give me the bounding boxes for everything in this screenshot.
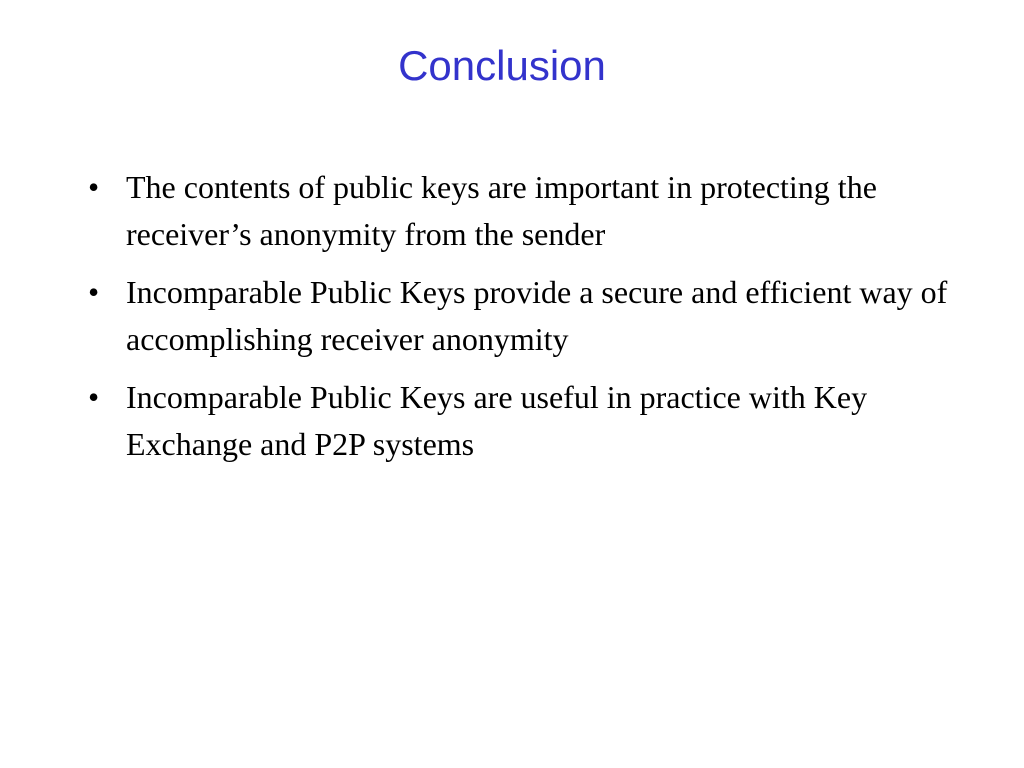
bullet-item [88, 269, 968, 362]
slide-title: Conclusion [398, 42, 606, 89]
bullet-marker-icon: • [88, 379, 100, 415]
bullet-text: Incomparable Public Keys provide a secure and efficient way of accomplishing receiver anonymity [126, 274, 948, 357]
bullet-item [88, 374, 968, 467]
bullet-text: The contents of public keys are important in protecting the receiver’s anonymity from the sender [126, 169, 877, 252]
bullet-marker-icon: • [88, 169, 100, 205]
bullet-marker-icon: • [88, 274, 100, 310]
bullet-list [88, 164, 968, 479]
bullet-text: Incomparable Public Keys are useful in practice with Key Exchange and P2P systems [126, 379, 868, 462]
bullet-item [88, 164, 968, 257]
